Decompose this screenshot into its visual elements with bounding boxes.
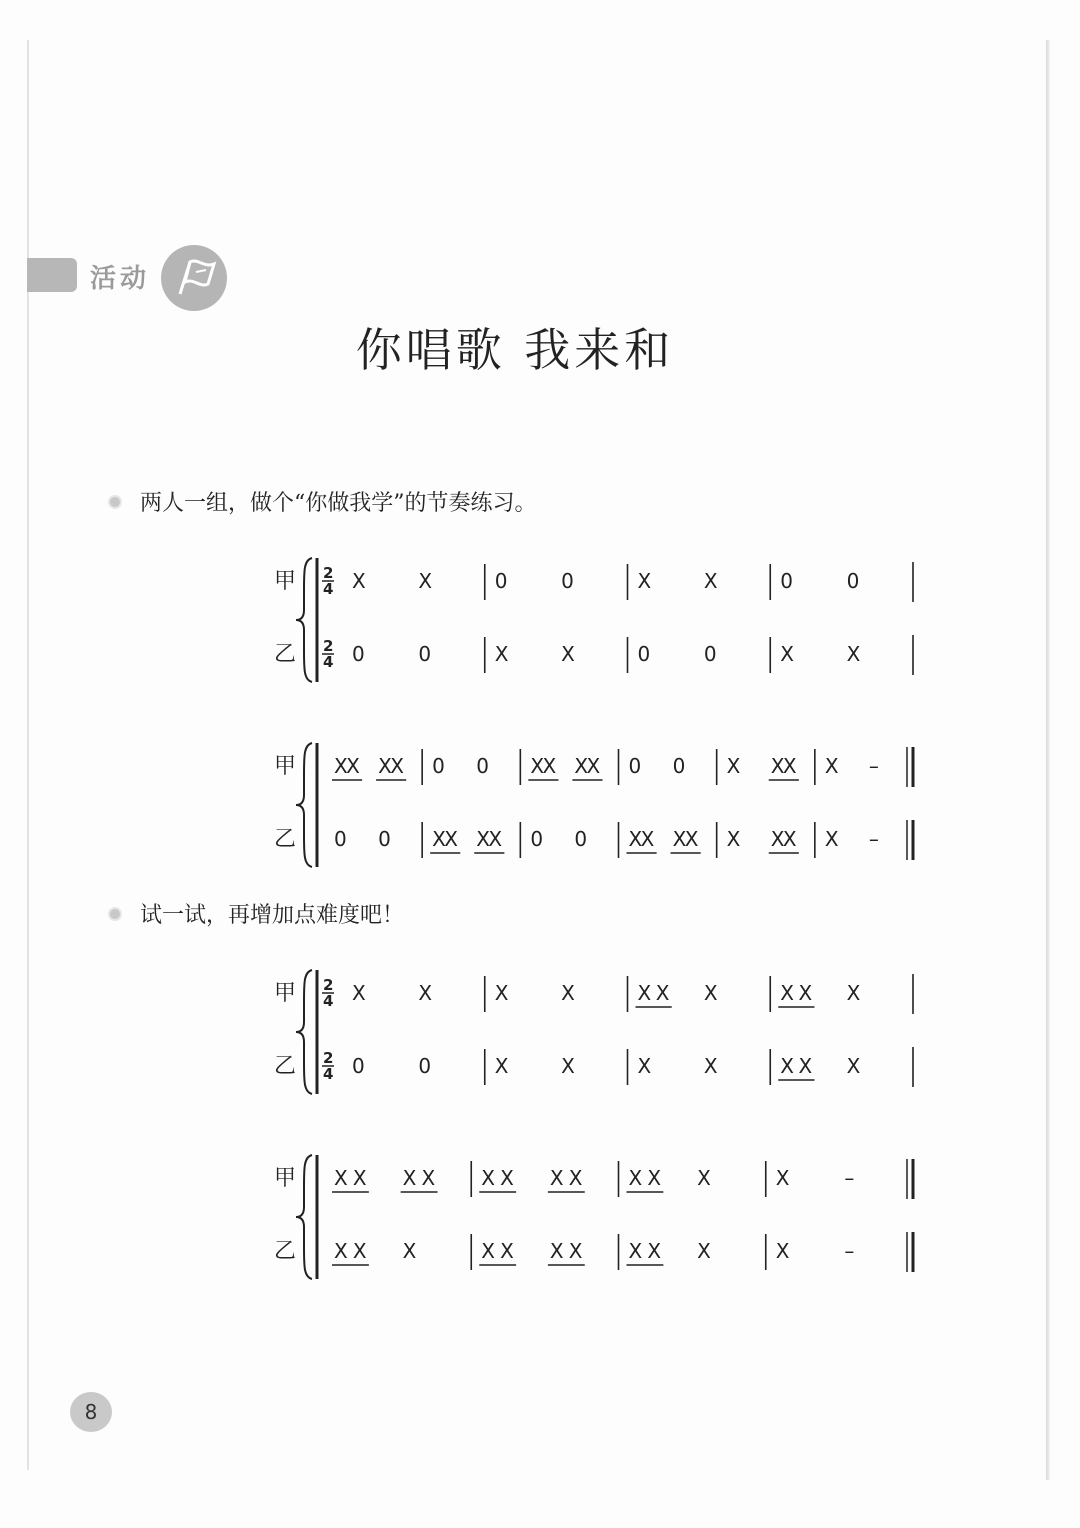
rest-dash: –: [844, 1166, 855, 1190]
rhythm-note: X: [637, 981, 652, 1005]
rhythm-note: X: [726, 754, 741, 778]
rhythm-note: 0: [334, 827, 347, 851]
bullet-icon: [108, 907, 122, 921]
time-sig-num: 2: [323, 637, 334, 655]
rhythm-note: X: [481, 1239, 495, 1263]
rhythm-note: X: [824, 754, 839, 778]
rhythm-note: X: [798, 1054, 813, 1078]
rhythm-note: 0: [672, 754, 686, 778]
page-number: 8: [84, 1400, 98, 1424]
rhythm-note: X: [780, 981, 794, 1005]
brace-left: [296, 970, 312, 1094]
rhythm-note: X: [352, 1239, 367, 1263]
rhythm-note: X: [782, 827, 797, 851]
rhythm-note: X: [549, 1166, 564, 1190]
rhythm-note: 0: [561, 569, 574, 593]
rhythm-note: X: [500, 1166, 514, 1190]
rhythm-note: X: [500, 1239, 514, 1263]
page-number-badge: [70, 1392, 112, 1432]
rhythm-note: X: [846, 981, 861, 1005]
time-sig-num: 2: [323, 1049, 334, 1067]
rhythm-note: X: [561, 1054, 575, 1078]
rhythm-note: X: [703, 1054, 718, 1078]
time-sig-den: 4: [323, 580, 334, 598]
rhythm-note: 0: [352, 642, 365, 666]
rhythm-score-4: [260, 1147, 940, 1287]
rest-dash: –: [868, 827, 879, 851]
rhythm-note: X: [770, 827, 785, 851]
rhythm-score-1: [260, 550, 940, 690]
rhythm-note: 0: [352, 1054, 365, 1078]
rhythm-note: X: [481, 1166, 495, 1190]
rhythm-note: X: [637, 569, 652, 593]
score-svg: [260, 550, 920, 690]
rhythm-note: X: [432, 827, 446, 851]
rhythm-note: X: [672, 827, 687, 851]
instruction-1: [108, 486, 537, 517]
rhythm-note: 0: [846, 569, 860, 593]
part-label: 甲: [274, 569, 297, 594]
rhythm-note: X: [846, 642, 861, 666]
rhythm-note: X: [574, 754, 589, 778]
part-label: 乙: [274, 827, 297, 852]
rhythm-note: X: [378, 754, 392, 778]
time-sig-den: 4: [323, 653, 334, 671]
rhythm-note: X: [494, 1054, 509, 1078]
page-edge-right: [1046, 40, 1050, 1480]
part-label: 乙: [274, 1239, 297, 1264]
rhythm-note: X: [352, 981, 366, 1005]
page-edge-left: [27, 40, 29, 1470]
rhythm-note: X: [798, 981, 813, 1005]
rhythm-note: X: [390, 754, 404, 778]
rhythm-note: X: [780, 642, 794, 666]
rhythm-note: X: [628, 1239, 643, 1263]
rhythm-note: X: [418, 981, 433, 1005]
part-label: 乙: [274, 1054, 297, 1079]
rhythm-note: X: [568, 1166, 583, 1190]
rhythm-note: 0: [637, 642, 651, 666]
rhythm-note: 0: [703, 642, 717, 666]
part-label: 甲: [274, 754, 297, 779]
rest-dash: –: [844, 1239, 855, 1263]
rhythm-note: 0: [418, 1054, 432, 1078]
rhythm-note: X: [421, 1166, 436, 1190]
rhythm-note: X: [628, 827, 643, 851]
page-title: 你唱歌 我来和: [355, 323, 675, 377]
part-label: 甲: [274, 1166, 297, 1191]
bullet-icon: [108, 495, 122, 509]
time-sig-num: 2: [323, 564, 334, 582]
score-svg: [260, 962, 920, 1102]
rhythm-note: X: [402, 1166, 417, 1190]
rhythm-note: X: [334, 754, 348, 778]
rhythm-note: 0: [494, 569, 508, 593]
brace-left: [296, 558, 312, 682]
rhythm-note: X: [703, 569, 718, 593]
part-label: 乙: [274, 642, 297, 667]
rhythm-note: 0: [628, 754, 642, 778]
rhythm-note: X: [647, 1166, 662, 1190]
rhythm-note: 0: [418, 642, 432, 666]
rhythm-note: X: [334, 1166, 348, 1190]
rhythm-note: 0: [432, 754, 445, 778]
flag-icon: [160, 244, 228, 312]
instruction-text: 试一试，再增加点难度吧！: [140, 903, 405, 928]
rhythm-note: X: [334, 1239, 348, 1263]
rhythm-note: X: [824, 827, 839, 851]
rhythm-note: X: [775, 1239, 790, 1263]
activity-label: 活动: [90, 264, 151, 294]
time-sig-num: 2: [323, 976, 334, 994]
rhythm-note: X: [684, 827, 699, 851]
rhythm-note: X: [647, 1239, 662, 1263]
brace-left: [296, 743, 312, 867]
rhythm-note: X: [780, 1054, 794, 1078]
rhythm-note: X: [697, 1166, 711, 1190]
brace-left: [296, 1155, 312, 1279]
rhythm-note: X: [628, 1166, 643, 1190]
rhythm-note: X: [846, 1054, 861, 1078]
rhythm-note: X: [494, 981, 509, 1005]
rhythm-note: X: [655, 981, 670, 1005]
rhythm-note: X: [346, 754, 360, 778]
rhythm-note: X: [549, 1239, 564, 1263]
score-svg: [260, 1147, 920, 1287]
rhythm-note: 0: [476, 754, 489, 778]
rhythm-note: X: [561, 981, 575, 1005]
rhythm-note: X: [494, 642, 509, 666]
rhythm-note: X: [640, 827, 655, 851]
rhythm-note: X: [726, 827, 741, 851]
rhythm-note: X: [697, 1239, 711, 1263]
rhythm-note: X: [476, 827, 490, 851]
rhythm-note: X: [418, 569, 433, 593]
rhythm-note: 0: [574, 827, 588, 851]
rhythm-note: X: [770, 754, 785, 778]
rhythm-score-3: [260, 962, 940, 1102]
score-svg: [260, 735, 920, 875]
rhythm-note: X: [637, 1054, 652, 1078]
time-sig-den: 4: [323, 1065, 334, 1083]
time-sig-den: 4: [323, 992, 334, 1010]
rhythm-score-2: [260, 735, 940, 875]
rhythm-note: X: [402, 1239, 417, 1263]
rhythm-note: 0: [530, 827, 544, 851]
rhythm-note: X: [586, 754, 601, 778]
activity-tab: [27, 258, 77, 292]
rhythm-note: 0: [780, 569, 793, 593]
instruction-text: 两人一组，做个“你做我学”的节奏练习。: [140, 491, 537, 516]
rhythm-note: X: [488, 827, 503, 851]
rhythm-note: X: [352, 569, 366, 593]
rhythm-note: X: [568, 1239, 583, 1263]
part-label: 甲: [274, 981, 297, 1006]
rhythm-note: X: [530, 754, 545, 778]
rhythm-note: X: [542, 754, 557, 778]
rhythm-note: X: [782, 754, 797, 778]
rhythm-note: X: [703, 981, 718, 1005]
rhythm-note: X: [352, 1166, 367, 1190]
instruction-2: [108, 898, 404, 929]
rhythm-note: X: [775, 1166, 790, 1190]
rhythm-note: X: [561, 642, 575, 666]
rest-dash: –: [868, 754, 879, 778]
rhythm-note: 0: [378, 827, 391, 851]
rhythm-note: X: [444, 827, 458, 851]
